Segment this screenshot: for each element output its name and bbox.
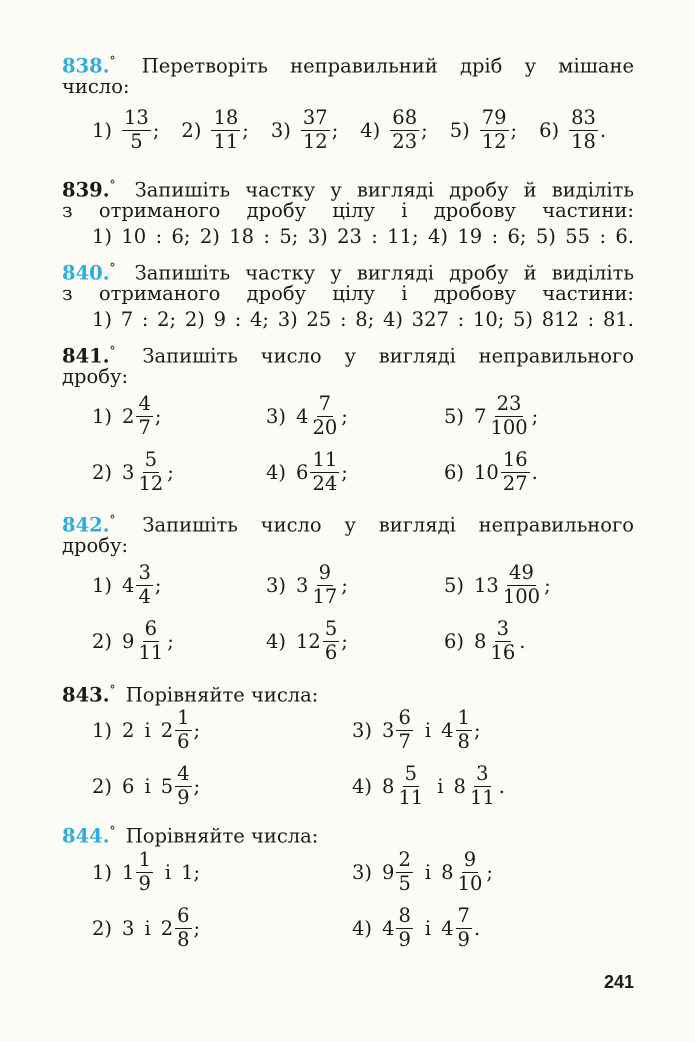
fraction: $\frac{8}{9}$ (398, 904, 411, 951)
fraction: $\frac{23}{100}$ (490, 392, 528, 439)
fraction: $\frac{5}{11}$ (398, 762, 424, 809)
fraction: $\frac{4}{7}$ (138, 392, 151, 439)
fraction: $\frac{37}{12}$ (302, 106, 328, 153)
fraction: $\frac{1}{9}$ (138, 848, 151, 895)
fraction: $\frac{83}{18}$ (571, 106, 596, 153)
fraction: $\frac{1}{6}$ (177, 706, 190, 753)
problem-842-item-2: 2) 9 $\frac{6}{11}$ ; (92, 617, 174, 664)
problem-838-text-2: число: (62, 75, 130, 98)
degree-mark: ° (109, 513, 116, 527)
problem-841-item-4: 4) 6 $\frac{11}{24}$ ; (266, 448, 348, 495)
problem-843-item-4: 4) 8 $\frac{5}{11}$ і 8 $\frac{3}{11}$ . (352, 762, 505, 809)
fraction: $\frac{5}{12}$ (138, 448, 164, 495)
problem-839-text-2: з отриманого дробу цілу і дробову частини: (62, 199, 634, 222)
problem-843-text-1: 843.° Порівняйте числа: (62, 683, 319, 707)
fraction: $\frac{7}{20}$ (312, 392, 338, 439)
degree-mark: ° (109, 178, 116, 192)
degree-mark: ° (109, 683, 116, 697)
problem-number: 839. (62, 178, 110, 202)
fraction: $\frac{3}{16}$ (490, 617, 516, 664)
page-number: 241 (604, 972, 635, 992)
problem-838-text-1: 838.° Перетворіть неправильний дріб у мішане (62, 54, 634, 78)
problem-number: 844. (62, 824, 110, 848)
problem-841-text-1: 841.° Запишіть число у вигляді неправильного (62, 344, 634, 368)
problem-840-text-1: 840.° Запишіть частку у вигляді дробу й виділіть (62, 261, 635, 285)
problem-843-item-1: 1) 2 і 2 $\frac{1}{6}$ ; (92, 706, 201, 753)
fraction: $\frac{7}{9}$ (457, 904, 470, 951)
problem-844-item-2: 2) 3 і 2 $\frac{6}{8}$ ; (92, 904, 201, 951)
fraction: $\frac{68}{23}$ (392, 106, 418, 153)
problem-842-item-3: 3) 3 $\frac{9}{17}$ ; (266, 561, 348, 608)
problem-841-item-3: 3) 4 $\frac{7}{20}$ ; (266, 392, 348, 439)
problem-841-text-2: дробу: (62, 365, 129, 388)
fraction: $\frac{2}{5}$ (398, 848, 411, 895)
problem-844-text-1: 844.° Порівняйте числа: (62, 824, 319, 848)
problem-843-item-3: 3) 3 $\frac{6}{7}$ і 4 $\frac{1}{8}$ ; (352, 706, 481, 753)
fraction: $\frac{9}{17}$ (312, 561, 338, 608)
problem-844-item-1: 1) 1 $\frac{1}{9}$ і 1 ; (92, 848, 201, 895)
fraction: $\frac{9}{10}$ (457, 848, 483, 895)
problem-number: 843. (62, 683, 110, 707)
fraction: $\frac{5}{6}$ (324, 617, 338, 664)
fraction: $\frac{6}{7}$ (398, 706, 411, 753)
problem-number: 840. (62, 261, 110, 285)
fraction: $\frac{18}{11}$ (213, 106, 239, 153)
problem-841-item-1: 1) 2 $\frac{4}{7}$ ; (92, 392, 162, 439)
problem-number: 841. (62, 344, 110, 368)
problem-842-text-1: 842.° Запишіть число у вигляді неправильного (62, 513, 634, 537)
fraction: $\frac{3}{11}$ (469, 762, 495, 809)
problem-841-item-5: 5) 7 $\frac{23}{100}$ ; (444, 392, 539, 439)
problem-842-item-6: 6) 8 $\frac{3}{16}$ . (444, 617, 526, 664)
fraction: $\frac{16}{27}$ (502, 448, 528, 495)
problem-841-item-6: 6) 10 $\frac{16}{27}$ . (444, 448, 538, 495)
degree-mark: ° (109, 824, 116, 838)
fraction: $\frac{6}{8}$ (177, 904, 190, 951)
degree-mark: ° (109, 261, 116, 275)
problem-number: 838. (62, 54, 110, 78)
fraction: $\frac{4}{9}$ (177, 762, 190, 809)
problem-840-items: 1) 7 : 2; 2) 9 : 4; 3) 25 : 8; 4) 327 : 10; 5) 812 : 81. (92, 308, 634, 331)
degree-mark: ° (109, 54, 116, 68)
problem-843-item-2: 2) 6 і 5 $\frac{4}{9}$ ; (92, 762, 201, 809)
problem-842-item-5: 5) 13 $\frac{49}{100}$ ; (444, 561, 551, 608)
problem-839-items: 1) 10 : 6; 2) 18 : 5; 3) 23 : 11; 4) 19 : 6; 5) 55 : 6. (92, 225, 634, 248)
problem-839-text-1: 839.° Запишіть частку у вигляді дробу й виділіть (62, 178, 635, 202)
problem-842-item-4: 4) 12 $\frac{5}{6}$ ; (266, 617, 348, 664)
problem-841-item-2: 2) 3 $\frac{5}{12}$ ; (92, 448, 174, 495)
fraction: $\frac{79}{12}$ (481, 106, 507, 153)
fraction: $\frac{1}{8}$ (457, 706, 470, 753)
problem-number: 842. (62, 513, 110, 537)
fraction: $\frac{11}{24}$ (312, 448, 338, 495)
fraction: $\frac{3}{4}$ (138, 561, 151, 608)
degree-mark: ° (109, 344, 116, 358)
problem-842-item-1: 1) 4 $\frac{3}{4}$ ; (92, 561, 162, 608)
problem-838-items: 1) $\frac{13}{5}$ ; 2) $\frac{18}{11}$ ; 3) $\frac{37}{12}$ ; 4) $\frac{68}{23}$ ; 5) $\frac{79}{12}$ ; 6) $\frac{83}{18}$ . (92, 106, 607, 153)
fraction: $\frac{6}{11}$ (138, 617, 164, 664)
problem-844-item-3: 3) 9 $\frac{2}{5}$ і 8 $\frac{9}{10}$ ; (352, 848, 493, 895)
fraction: $\frac{13}{5}$ (124, 106, 149, 153)
problem-840-text-2: з отриманого дробу цілу і дробову частини: (62, 282, 634, 305)
fraction: $\frac{49}{100}$ (502, 561, 541, 608)
problem-842-text-2: дробу: (62, 534, 129, 557)
problem-844-item-4: 4) 4 $\frac{8}{9}$ і 4 $\frac{7}{9}$ . (352, 904, 481, 951)
